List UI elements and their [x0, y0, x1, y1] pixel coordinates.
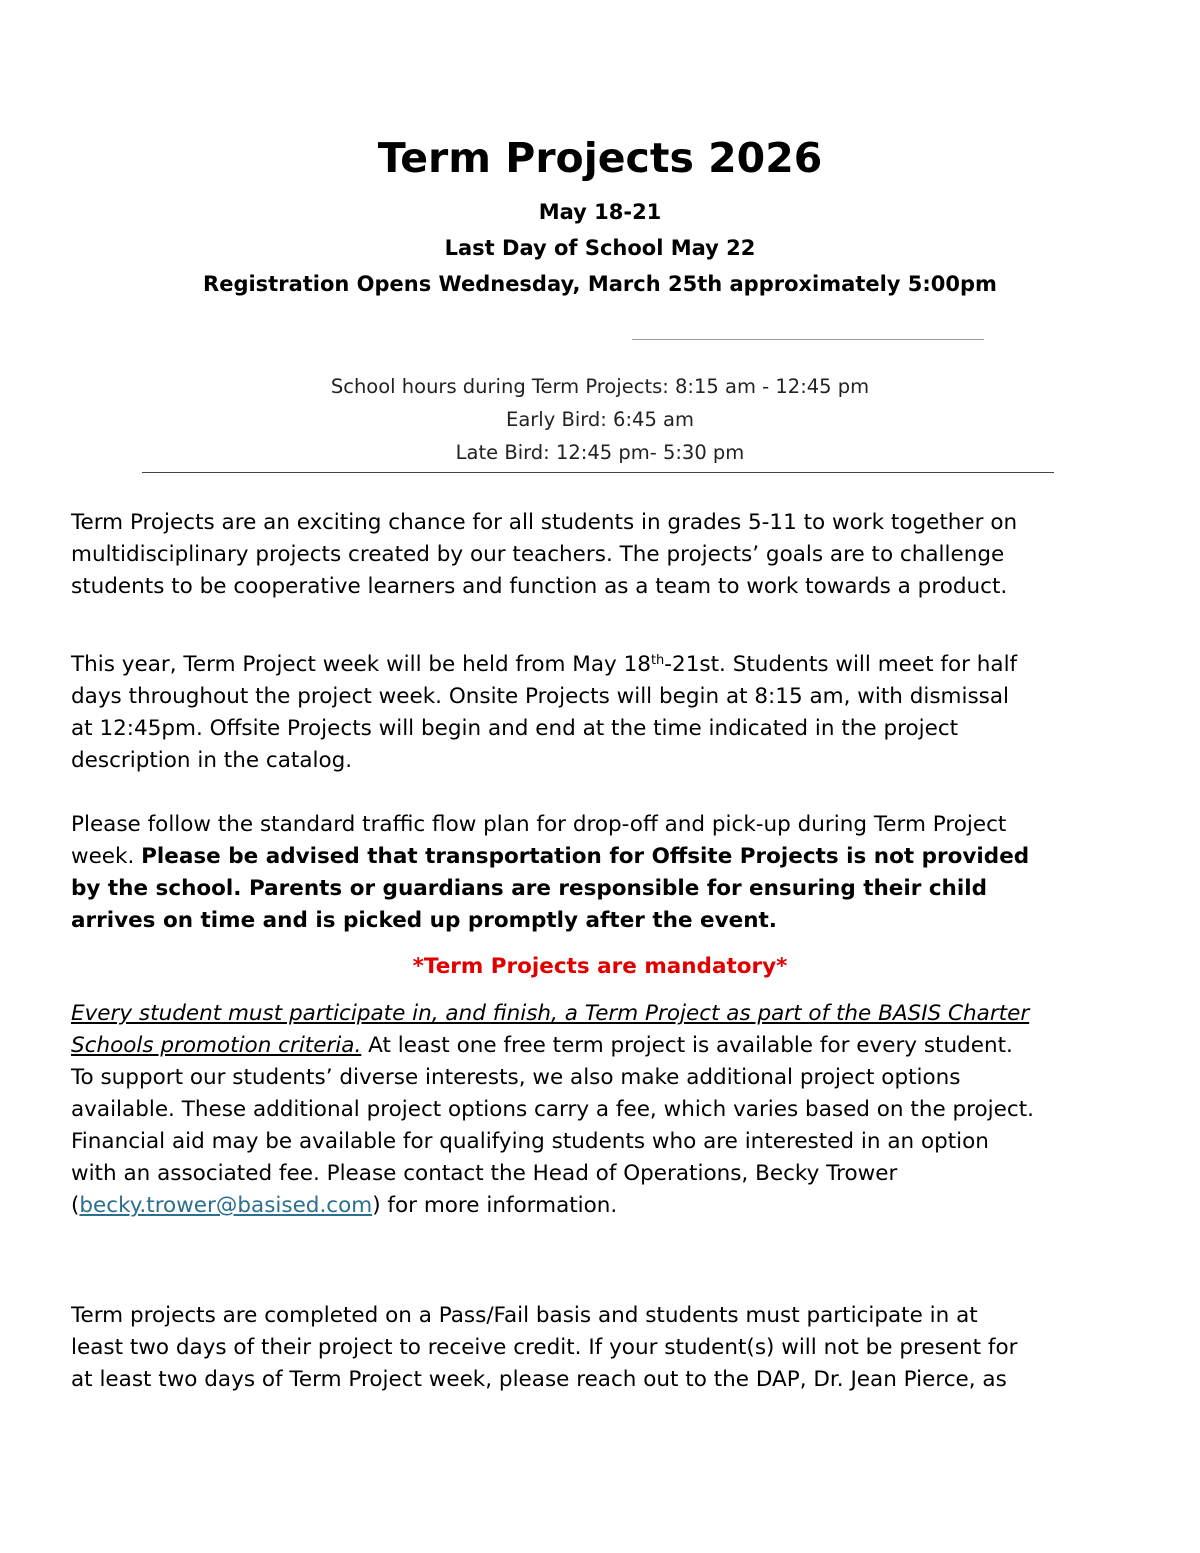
intro-paragraph — [71, 507, 1141, 603]
promotion-criteria: Schools promotion criteria. — [71, 1033, 362, 1058]
mandatory-text: At least one free term project is available for every student. — [361, 1033, 1013, 1058]
traffic-paragraph — [71, 809, 1141, 937]
schedule-paragraph — [71, 649, 1141, 777]
mandatory-text: ) for more information. — [372, 1193, 618, 1218]
mandatory-paragraph — [71, 998, 1141, 1222]
last-day-of-school: Last Day of School May 22 — [444, 236, 756, 260]
paren-open: ( — [71, 1193, 80, 1218]
mandatory-heading: *Term Projects are mandatory* — [412, 954, 788, 979]
traffic-text: week. — [71, 844, 142, 869]
superscript-th: th — [650, 653, 665, 668]
school-hours: School hours during Term Projects: 8:15 am - 12:45 pm — [330, 375, 870, 398]
passfail-paragraph — [71, 1300, 1141, 1396]
passfail-line: Term projects are completed on a Pass/Fail basis and students must participate in at — [71, 1303, 978, 1328]
schedule-line: at 12:45pm. Offsite Projects will begin and end at the time indicated in the project — [71, 716, 959, 741]
intro-line: Term Projects are an exciting chance for all students in grades 5-11 to work together on — [71, 510, 1018, 535]
traffic-line — [71, 841, 1141, 873]
schedule-text: This year, Term Project week will be held from May 18 — [71, 652, 651, 677]
mandatory-line: available. These additional project options carry a fee, which varies based on the project. — [71, 1097, 1034, 1122]
mandatory-line: with an associated fee. Please contact the Head of Operations, Becky Trower — [71, 1161, 898, 1186]
schedule-line — [71, 649, 1141, 681]
traffic-line: by the school. Parents or guardians are responsible for ensuring their child — [71, 876, 987, 901]
event-dates: May 18-21 — [538, 200, 662, 224]
page-title: Term Projects 2026 — [377, 134, 823, 182]
passfail-line: least two days of their project to receive credit. If your student(s) will not be present for — [71, 1335, 1018, 1360]
intro-line: multidisciplinary projects created by our teachers. The projects’ goals are to challenge — [71, 542, 1005, 567]
mandatory-line: To support our students’ diverse interests, we also make additional project options — [71, 1065, 961, 1090]
schedule-line: days throughout the project week. Onsite Projects will begin at 8:15 am, with dismissal — [71, 684, 1010, 709]
email-link[interactable]: becky.trower@basised.com — [79, 1193, 373, 1218]
mandatory-line — [71, 1030, 1141, 1062]
schedule-line: description in the catalog. — [71, 748, 353, 773]
divider-top — [632, 339, 984, 340]
early-bird: Early Bird: 6:45 am — [506, 408, 694, 431]
registration-opens: Registration Opens Wednesday, March 25th approximately 5:00pm — [203, 272, 997, 296]
divider-bottom — [142, 472, 1054, 473]
schedule-text: -21st. Students will meet for half — [664, 652, 1018, 677]
mandatory-line: Financial aid may be available for qualifying students who are interested in an option — [71, 1129, 989, 1154]
transportation-notice: Please be advised that transportation for Offsite Projects is not provided — [141, 844, 1030, 869]
traffic-line: Please follow the standard traffic flow plan for drop-off and pick-up during Term Project — [71, 812, 1007, 837]
traffic-line: arrives on time and is picked up promptly after the event. — [71, 908, 777, 933]
mandatory-line — [71, 1190, 1141, 1222]
intro-line: students to be cooperative learners and function as a team to work towards a product. — [71, 574, 1008, 599]
late-bird: Late Bird: 12:45 pm- 5:30 pm — [455, 441, 745, 464]
mandatory-line: Every student must participate in, and finish, a Term Project as part of the BASIS Charter — [71, 1001, 1030, 1026]
passfail-line: at least two days of Term Project week, please reach out to the DAP, Dr. Jean Pierce, as — [71, 1367, 1007, 1392]
